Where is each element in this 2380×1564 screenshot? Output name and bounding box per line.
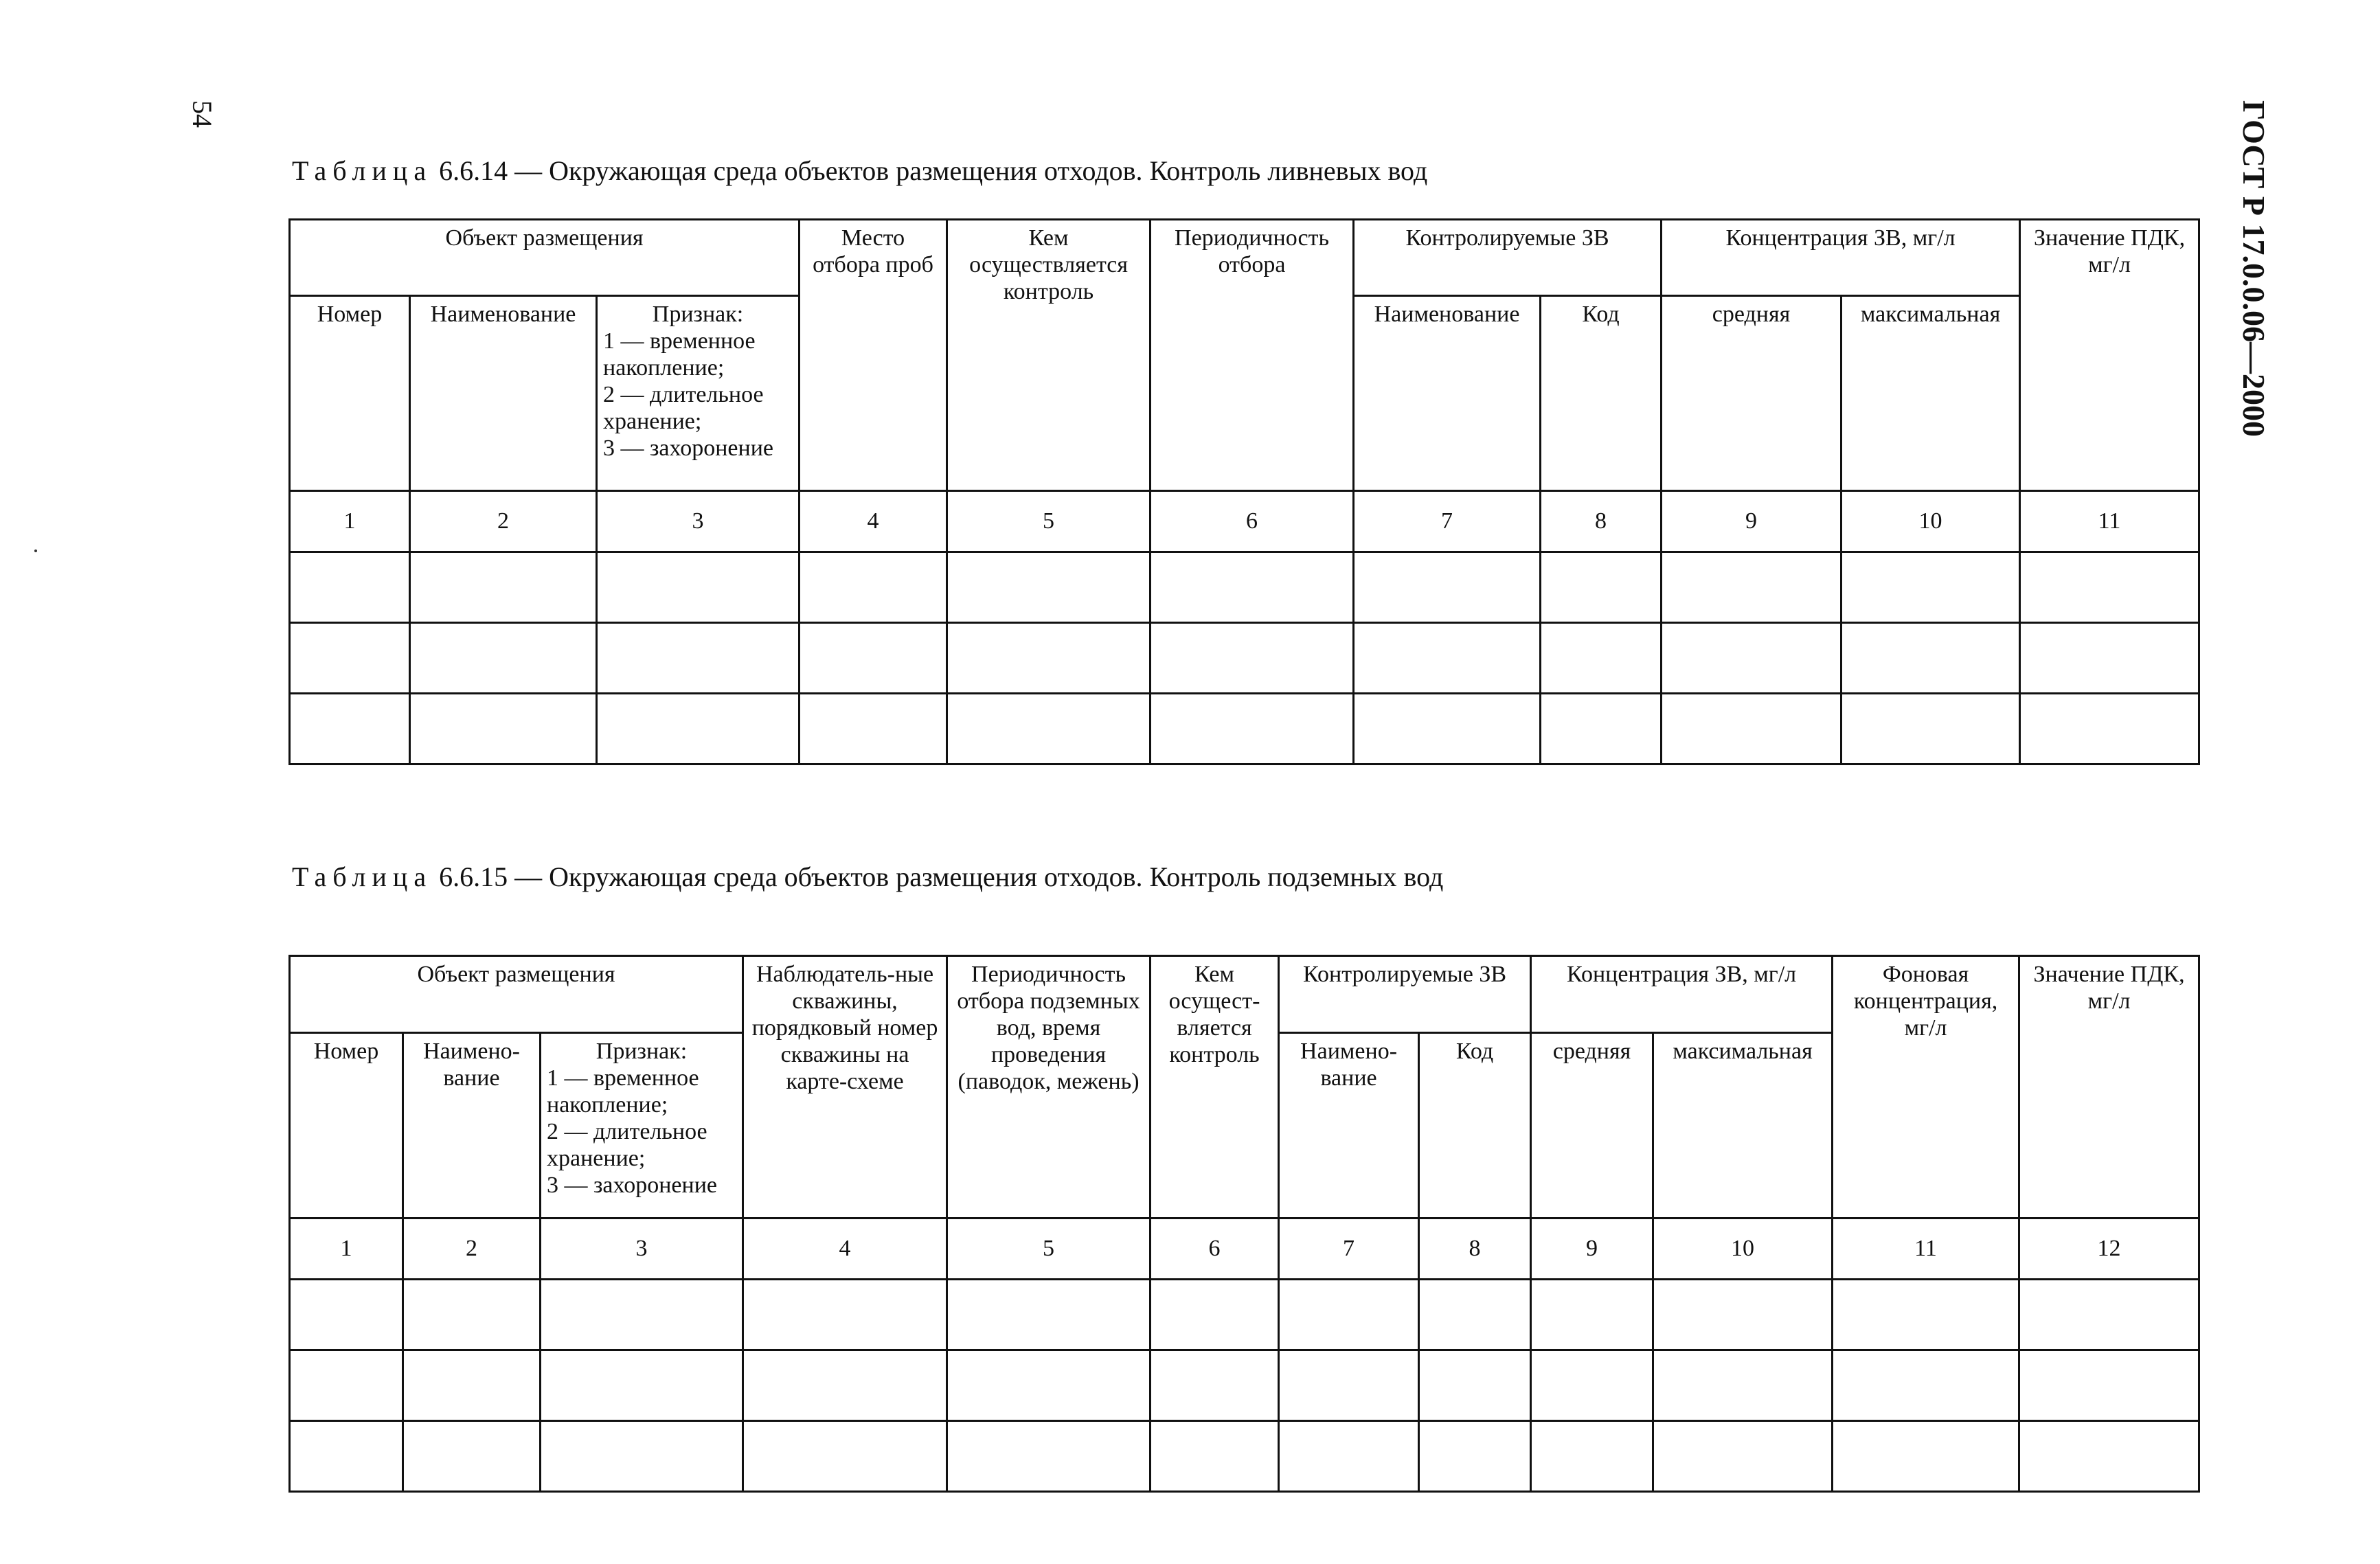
empty-cell bbox=[1531, 1350, 1653, 1421]
empty-cell bbox=[947, 1280, 1151, 1350]
sign-option-2: 2 — длительное хранение; bbox=[547, 1119, 707, 1172]
header-number: Номер bbox=[290, 1033, 403, 1219]
sign-option-1: 1 — временное накопление; bbox=[547, 1065, 699, 1118]
empty-cell bbox=[1354, 552, 1541, 623]
empty-row bbox=[290, 1350, 2199, 1421]
empty-cell bbox=[743, 1350, 947, 1421]
empty-cell bbox=[403, 1421, 541, 1492]
empty-cell bbox=[1151, 1421, 1279, 1492]
sign-option-2: 2 — длительное хранение; bbox=[603, 382, 764, 435]
empty-cell bbox=[743, 1421, 947, 1492]
empty-cell bbox=[541, 1280, 743, 1350]
table1-caption-text: 6.6.14 — Окружающая среда объектов размещения отходов. Контроль ливневых вод bbox=[432, 155, 1428, 186]
table1-caption-prefix: Таблица bbox=[292, 155, 433, 186]
table1-caption bbox=[292, 155, 1427, 187]
col-num: 5 bbox=[947, 491, 1151, 552]
empty-cell bbox=[1419, 1421, 1531, 1492]
header-object: Объект размещения bbox=[290, 956, 743, 1033]
empty-row bbox=[290, 694, 2199, 764]
header-maximum: максимальная bbox=[1841, 296, 2020, 491]
empty-cell bbox=[403, 1280, 541, 1350]
col-num: 11 bbox=[1833, 1219, 2019, 1280]
empty-cell bbox=[290, 552, 410, 623]
empty-row bbox=[290, 623, 2199, 694]
empty-cell bbox=[290, 1421, 403, 1492]
table2-caption bbox=[292, 861, 1443, 893]
empty-cell bbox=[597, 694, 800, 764]
sign-title: Признак: bbox=[652, 302, 744, 327]
empty-cell bbox=[743, 1280, 947, 1350]
sign-title: Признак: bbox=[596, 1039, 688, 1064]
table2-caption-text: 6.6.15 — Окружающая среда объектов размещения отходов. Контроль подземных вод bbox=[432, 861, 1444, 892]
empty-cell bbox=[1662, 694, 1841, 764]
empty-row bbox=[290, 1280, 2199, 1350]
header-controlled-by: Кем осуществляется контроль bbox=[947, 220, 1151, 491]
header-sign bbox=[597, 296, 800, 491]
table-6-6-15 bbox=[288, 955, 2200, 1493]
col-num: 3 bbox=[597, 491, 800, 552]
column-number-row bbox=[290, 1219, 2199, 1280]
header-object: Объект размещения bbox=[290, 220, 800, 296]
col-num: 6 bbox=[1151, 491, 1354, 552]
header-periodicity: Периодичность отбора подземных вод, время проведения (паводок, межень) bbox=[947, 956, 1151, 1219]
empty-cell bbox=[800, 623, 947, 694]
empty-cell bbox=[2020, 623, 2199, 694]
header-pollutant-name: Наименование bbox=[1354, 296, 1541, 491]
empty-cell bbox=[1541, 623, 1662, 694]
header-number: Номер bbox=[290, 296, 410, 491]
page-number: 54 bbox=[187, 100, 218, 128]
empty-cell bbox=[2020, 552, 2199, 623]
table2-caption-prefix: Таблица bbox=[292, 861, 433, 892]
header-controlled-pollutants: Контролируемые ЗВ bbox=[1279, 956, 1531, 1033]
col-num: 7 bbox=[1354, 491, 1541, 552]
col-num: 7 bbox=[1279, 1219, 1419, 1280]
empty-cell bbox=[1279, 1350, 1419, 1421]
empty-cell bbox=[2019, 1421, 2199, 1492]
header-pdk: Значение ПДК, мг/л bbox=[2020, 220, 2199, 491]
empty-cell bbox=[1531, 1421, 1653, 1492]
empty-cell bbox=[800, 694, 947, 764]
empty-cell bbox=[1841, 694, 2020, 764]
empty-cell bbox=[1151, 623, 1354, 694]
empty-cell bbox=[1653, 1280, 1833, 1350]
empty-cell bbox=[541, 1350, 743, 1421]
col-num: 9 bbox=[1662, 491, 1841, 552]
col-num: 8 bbox=[1541, 491, 1662, 552]
empty-cell bbox=[290, 1350, 403, 1421]
empty-cell bbox=[947, 552, 1151, 623]
col-num: 9 bbox=[1531, 1219, 1653, 1280]
col-num: 5 bbox=[947, 1219, 1151, 1280]
header-pollutant-name: Наимено-вание bbox=[1279, 1033, 1419, 1219]
empty-cell bbox=[1841, 552, 2020, 623]
empty-cell bbox=[800, 552, 947, 623]
col-num: 1 bbox=[290, 1219, 403, 1280]
col-num: 10 bbox=[1841, 491, 2020, 552]
empty-cell bbox=[1419, 1280, 1531, 1350]
col-num: 12 bbox=[2019, 1219, 2199, 1280]
header-controlled-pollutants: Контролируемые ЗВ bbox=[1354, 220, 1662, 296]
empty-cell bbox=[410, 552, 597, 623]
empty-cell bbox=[1662, 552, 1841, 623]
header-sign bbox=[541, 1033, 743, 1219]
scan-speck bbox=[34, 549, 37, 552]
empty-cell bbox=[2019, 1350, 2199, 1421]
header-code: Код bbox=[1541, 296, 1662, 491]
empty-cell bbox=[1151, 694, 1354, 764]
header-maximum: максимальная bbox=[1653, 1033, 1833, 1219]
empty-cell bbox=[2019, 1280, 2199, 1350]
empty-cell bbox=[1653, 1350, 1833, 1421]
empty-cell bbox=[541, 1421, 743, 1492]
empty-cell bbox=[410, 623, 597, 694]
table-6-6-14 bbox=[288, 218, 2200, 765]
header-periodicity: Периодичность отбора bbox=[1151, 220, 1354, 491]
col-num: 2 bbox=[403, 1219, 541, 1280]
empty-cell bbox=[2020, 694, 2199, 764]
col-num: 1 bbox=[290, 491, 410, 552]
empty-cell bbox=[947, 623, 1151, 694]
empty-cell bbox=[1841, 623, 2020, 694]
col-num: 4 bbox=[743, 1219, 947, 1280]
empty-cell bbox=[1151, 552, 1354, 623]
empty-cell bbox=[597, 623, 800, 694]
header-sampling-place: Место отбора проб bbox=[800, 220, 947, 491]
empty-cell bbox=[597, 552, 800, 623]
empty-cell bbox=[1151, 1350, 1279, 1421]
empty-cell bbox=[1531, 1280, 1653, 1350]
col-num: 8 bbox=[1419, 1219, 1531, 1280]
empty-cell bbox=[1279, 1421, 1419, 1492]
empty-cell bbox=[947, 694, 1151, 764]
header-concentration: Концентрация ЗВ, мг/л bbox=[1531, 956, 1833, 1033]
header-concentration: Концентрация ЗВ, мг/л bbox=[1662, 220, 2020, 296]
empty-cell bbox=[1662, 623, 1841, 694]
empty-cell bbox=[1419, 1350, 1531, 1421]
header-name: Наимено-вание bbox=[403, 1033, 541, 1219]
empty-cell bbox=[1833, 1350, 2019, 1421]
empty-cell bbox=[1354, 623, 1541, 694]
empty-cell bbox=[1653, 1421, 1833, 1492]
empty-cell bbox=[290, 694, 410, 764]
header-code: Код bbox=[1419, 1033, 1531, 1219]
empty-cell bbox=[1541, 694, 1662, 764]
sign-option-3: 3 — захоронение bbox=[547, 1172, 717, 1199]
header-name: Наименование bbox=[410, 296, 597, 491]
header-controlled-by: Кем осущест-вляется контроль bbox=[1151, 956, 1279, 1219]
empty-cell bbox=[947, 1421, 1151, 1492]
empty-cell bbox=[1354, 694, 1541, 764]
col-num: 2 bbox=[410, 491, 597, 552]
empty-cell bbox=[947, 1350, 1151, 1421]
col-num: 6 bbox=[1151, 1219, 1279, 1280]
col-num: 10 bbox=[1653, 1219, 1833, 1280]
col-num: 3 bbox=[541, 1219, 743, 1280]
empty-cell bbox=[410, 694, 597, 764]
header-background-concentration: Фоновая концентрация, мг/л bbox=[1833, 956, 2019, 1219]
col-num: 4 bbox=[800, 491, 947, 552]
header-pdk: Значение ПДК, мг/л bbox=[2019, 956, 2199, 1219]
empty-cell bbox=[290, 623, 410, 694]
col-num: 11 bbox=[2020, 491, 2199, 552]
sign-option-3: 3 — захоронение bbox=[603, 435, 773, 462]
empty-cell bbox=[1279, 1280, 1419, 1350]
empty-cell bbox=[1151, 1280, 1279, 1350]
sign-option-1: 1 — временное накопление; bbox=[603, 328, 756, 381]
column-number-row bbox=[290, 491, 2199, 552]
empty-row bbox=[290, 552, 2199, 623]
empty-cell bbox=[403, 1350, 541, 1421]
empty-cell bbox=[1541, 552, 1662, 623]
empty-cell bbox=[290, 1280, 403, 1350]
header-observation-wells: Наблюдатель-ные скважины, порядковый номер скважины на карте-схеме bbox=[743, 956, 947, 1219]
empty-row bbox=[290, 1421, 2199, 1492]
empty-cell bbox=[1833, 1280, 2019, 1350]
header-average: средняя bbox=[1662, 296, 1841, 491]
standard-code: ГОСТ Р 17.0.0.06—2000 bbox=[2236, 100, 2271, 437]
empty-cell bbox=[1833, 1421, 2019, 1492]
header-average: средняя bbox=[1531, 1033, 1653, 1219]
